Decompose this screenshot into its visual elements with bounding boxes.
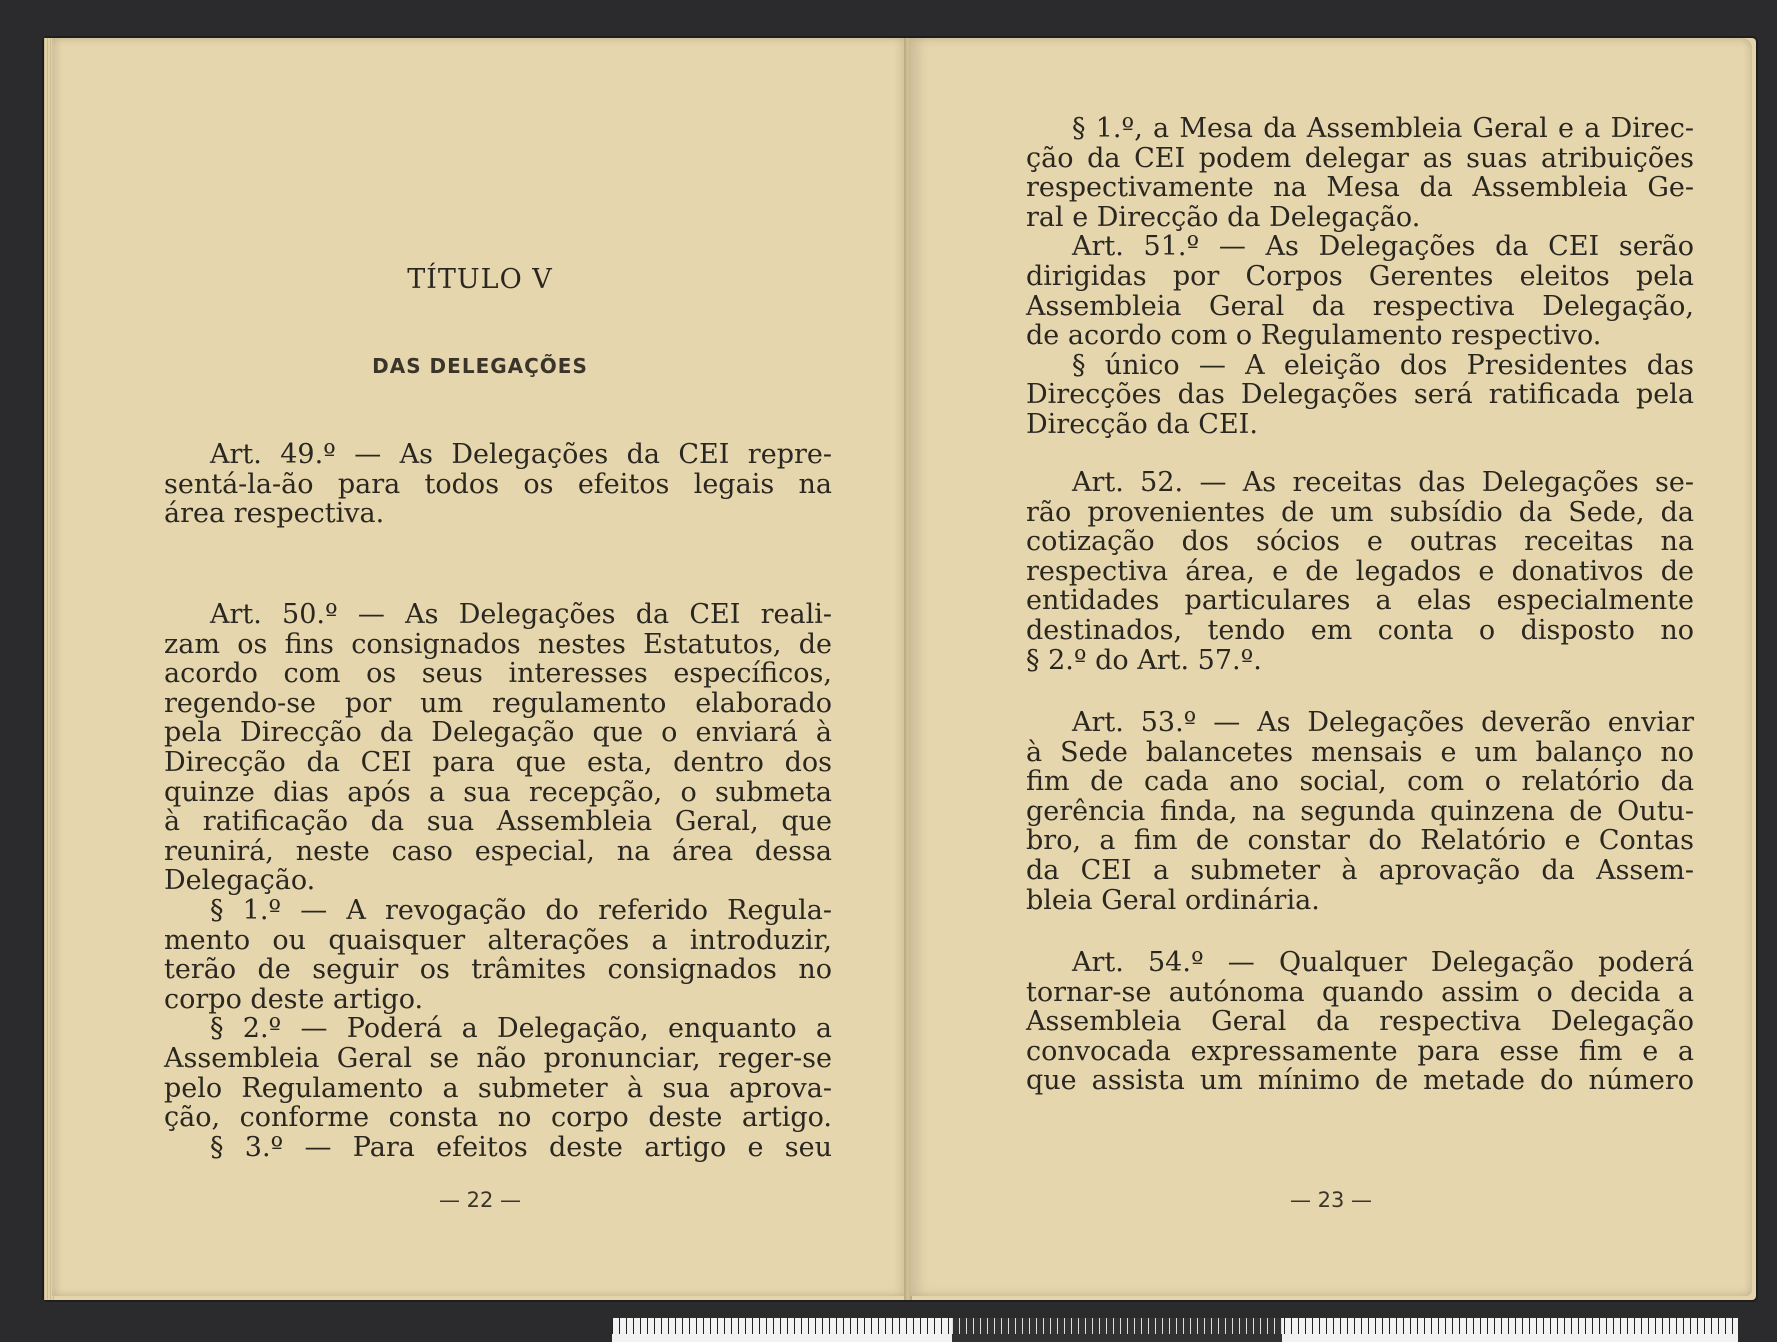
text-line: Direcção da CEI.	[1026, 408, 1258, 440]
text-line: Assembleia Geral da respectiva Delegação,	[1026, 290, 1694, 322]
section-title: TÍTULO V	[407, 264, 553, 295]
text-line: § 2.º — Poderá a Delegação, enquanto a	[210, 1013, 832, 1045]
text-line: ção da CEI podem delegar as suas atribuições	[1026, 142, 1694, 174]
text-line: de acordo com o Regulamento respectivo.	[1026, 320, 1602, 352]
text-line: Art. 54.º — Qualquer Delegação poderá	[1072, 947, 1694, 978]
page-number: — 23 —	[1289, 1188, 1373, 1212]
text-line: à ratificação da sua Assembleia Geral, que	[164, 806, 832, 838]
text-line: gerência finda, na segunda quinzena de Outu-	[1026, 795, 1694, 827]
article-50	[164, 600, 832, 1162]
scale-ruler	[612, 1318, 1738, 1342]
article-53	[1026, 708, 1694, 915]
text-line: Delegação.	[164, 865, 316, 897]
text-line: terão de seguir os trâmites consignados no	[164, 954, 832, 986]
text-line: sentá-la-ão para todos os efeitos legais na	[164, 468, 832, 500]
text-line: pelo Regulamento a submeter à sua aprova-	[164, 1072, 832, 1104]
continuation-block	[1026, 114, 1694, 440]
text-line: quinze dias após a sua recepção, o submeta	[164, 776, 832, 808]
text-line: respectiva área, e de legados e donativos de	[1026, 555, 1694, 587]
text-line: Art. 51.º — As Delegações da CEI serão	[1072, 231, 1694, 263]
text-line: Assembleia Geral se não pronunciar, reger-se	[164, 1042, 832, 1074]
ruler-dark-segment	[952, 1318, 1282, 1342]
right-page	[910, 38, 1752, 1296]
text-line: tornar-se autónoma quando assim o decida a	[1026, 976, 1694, 1008]
text-line: Assembleia Geral da respectiva Delegação	[1026, 1006, 1694, 1038]
text-line: ral e Direcção da Delegação.	[1026, 201, 1421, 233]
text-line: corpo deste artigo.	[164, 983, 424, 1015]
text-line: ção, conforme consta no corpo deste artigo.	[164, 1102, 832, 1134]
text-line: reunirá, neste caso especial, na área dessa	[164, 835, 832, 867]
text-line: § único — A eleição dos Presidentes das	[1072, 349, 1694, 381]
text-line: § 1.º, a Mesa da Assembleia Geral e a Direc-	[1072, 113, 1694, 144]
text-line: à Sede balancetes mensais e um balanço no	[1026, 736, 1694, 768]
text-line: § 2.º do Art. 57.º.	[1026, 644, 1262, 676]
text-line: § 1.º — A revogação do referido Regula-	[210, 894, 832, 926]
article-49	[164, 440, 832, 529]
text-line: Art. 52. — As receitas das Delegações se-	[1072, 467, 1694, 498]
text-line: acordo com os seus interesses específicos,	[164, 658, 832, 690]
text-line: convocada expressamente para esse fim e a	[1026, 1035, 1694, 1067]
text-line: bro, a fim de constar do Relatório e Contas	[1026, 825, 1694, 857]
text-line: que assista um mínimo de metade do número	[1026, 1065, 1694, 1097]
ruler-ticks	[952, 1318, 1282, 1334]
text-line: Direcções das Delegações será ratificada pela	[1026, 379, 1694, 411]
page-number: — 22 —	[438, 1188, 522, 1212]
text-line: da CEI a submeter à aprovação da Assem-	[1026, 854, 1694, 886]
article-54	[1026, 948, 1694, 1096]
text-line: respectivamente na Mesa da Assembleia Ge-	[1026, 172, 1694, 204]
left-page	[52, 38, 908, 1296]
text-line: Art. 49.º — As Delegações da CEI repre-	[210, 439, 832, 470]
text-line: bleia Geral ordinária.	[1026, 884, 1320, 916]
text-line: zam os fins consignados nestes Estatutos, de	[164, 628, 832, 660]
text-line: cotização dos sócios e outras receitas na	[1026, 526, 1694, 558]
text-line: área respectiva.	[164, 498, 385, 530]
text-line: Art. 53.º — As Delegações deverão enviar	[1072, 707, 1694, 738]
text-line: entidades particulares a elas especialmente	[1026, 585, 1694, 617]
text-line: Direcção da CEI para que esta, dentro dos	[164, 746, 832, 778]
text-line: mento ou quaisquer alterações a introduzir,	[164, 924, 832, 956]
text-line: regendo-se por um regulamento elaborado	[164, 687, 832, 719]
article-52	[1026, 468, 1694, 675]
text-line: destinados, tendo em conta o disposto no	[1026, 614, 1694, 646]
text-line: Art. 50.º — As Delegações da CEI reali-	[210, 599, 832, 630]
text-line: § 3.º — Para efeitos deste artigo e seu	[210, 1131, 832, 1163]
section-subtitle: DAS DELEGAÇÕES	[372, 354, 588, 378]
text-line: pela Direcção da Delegação que o enviará à	[164, 717, 832, 749]
text-line: fim de cada ano social, com o relatório da	[1026, 766, 1694, 798]
text-line: rão provenientes de um subsídio da Sede, da	[1026, 496, 1694, 528]
text-line: dirigidas por Corpos Gerentes eleitos pela	[1026, 260, 1694, 292]
